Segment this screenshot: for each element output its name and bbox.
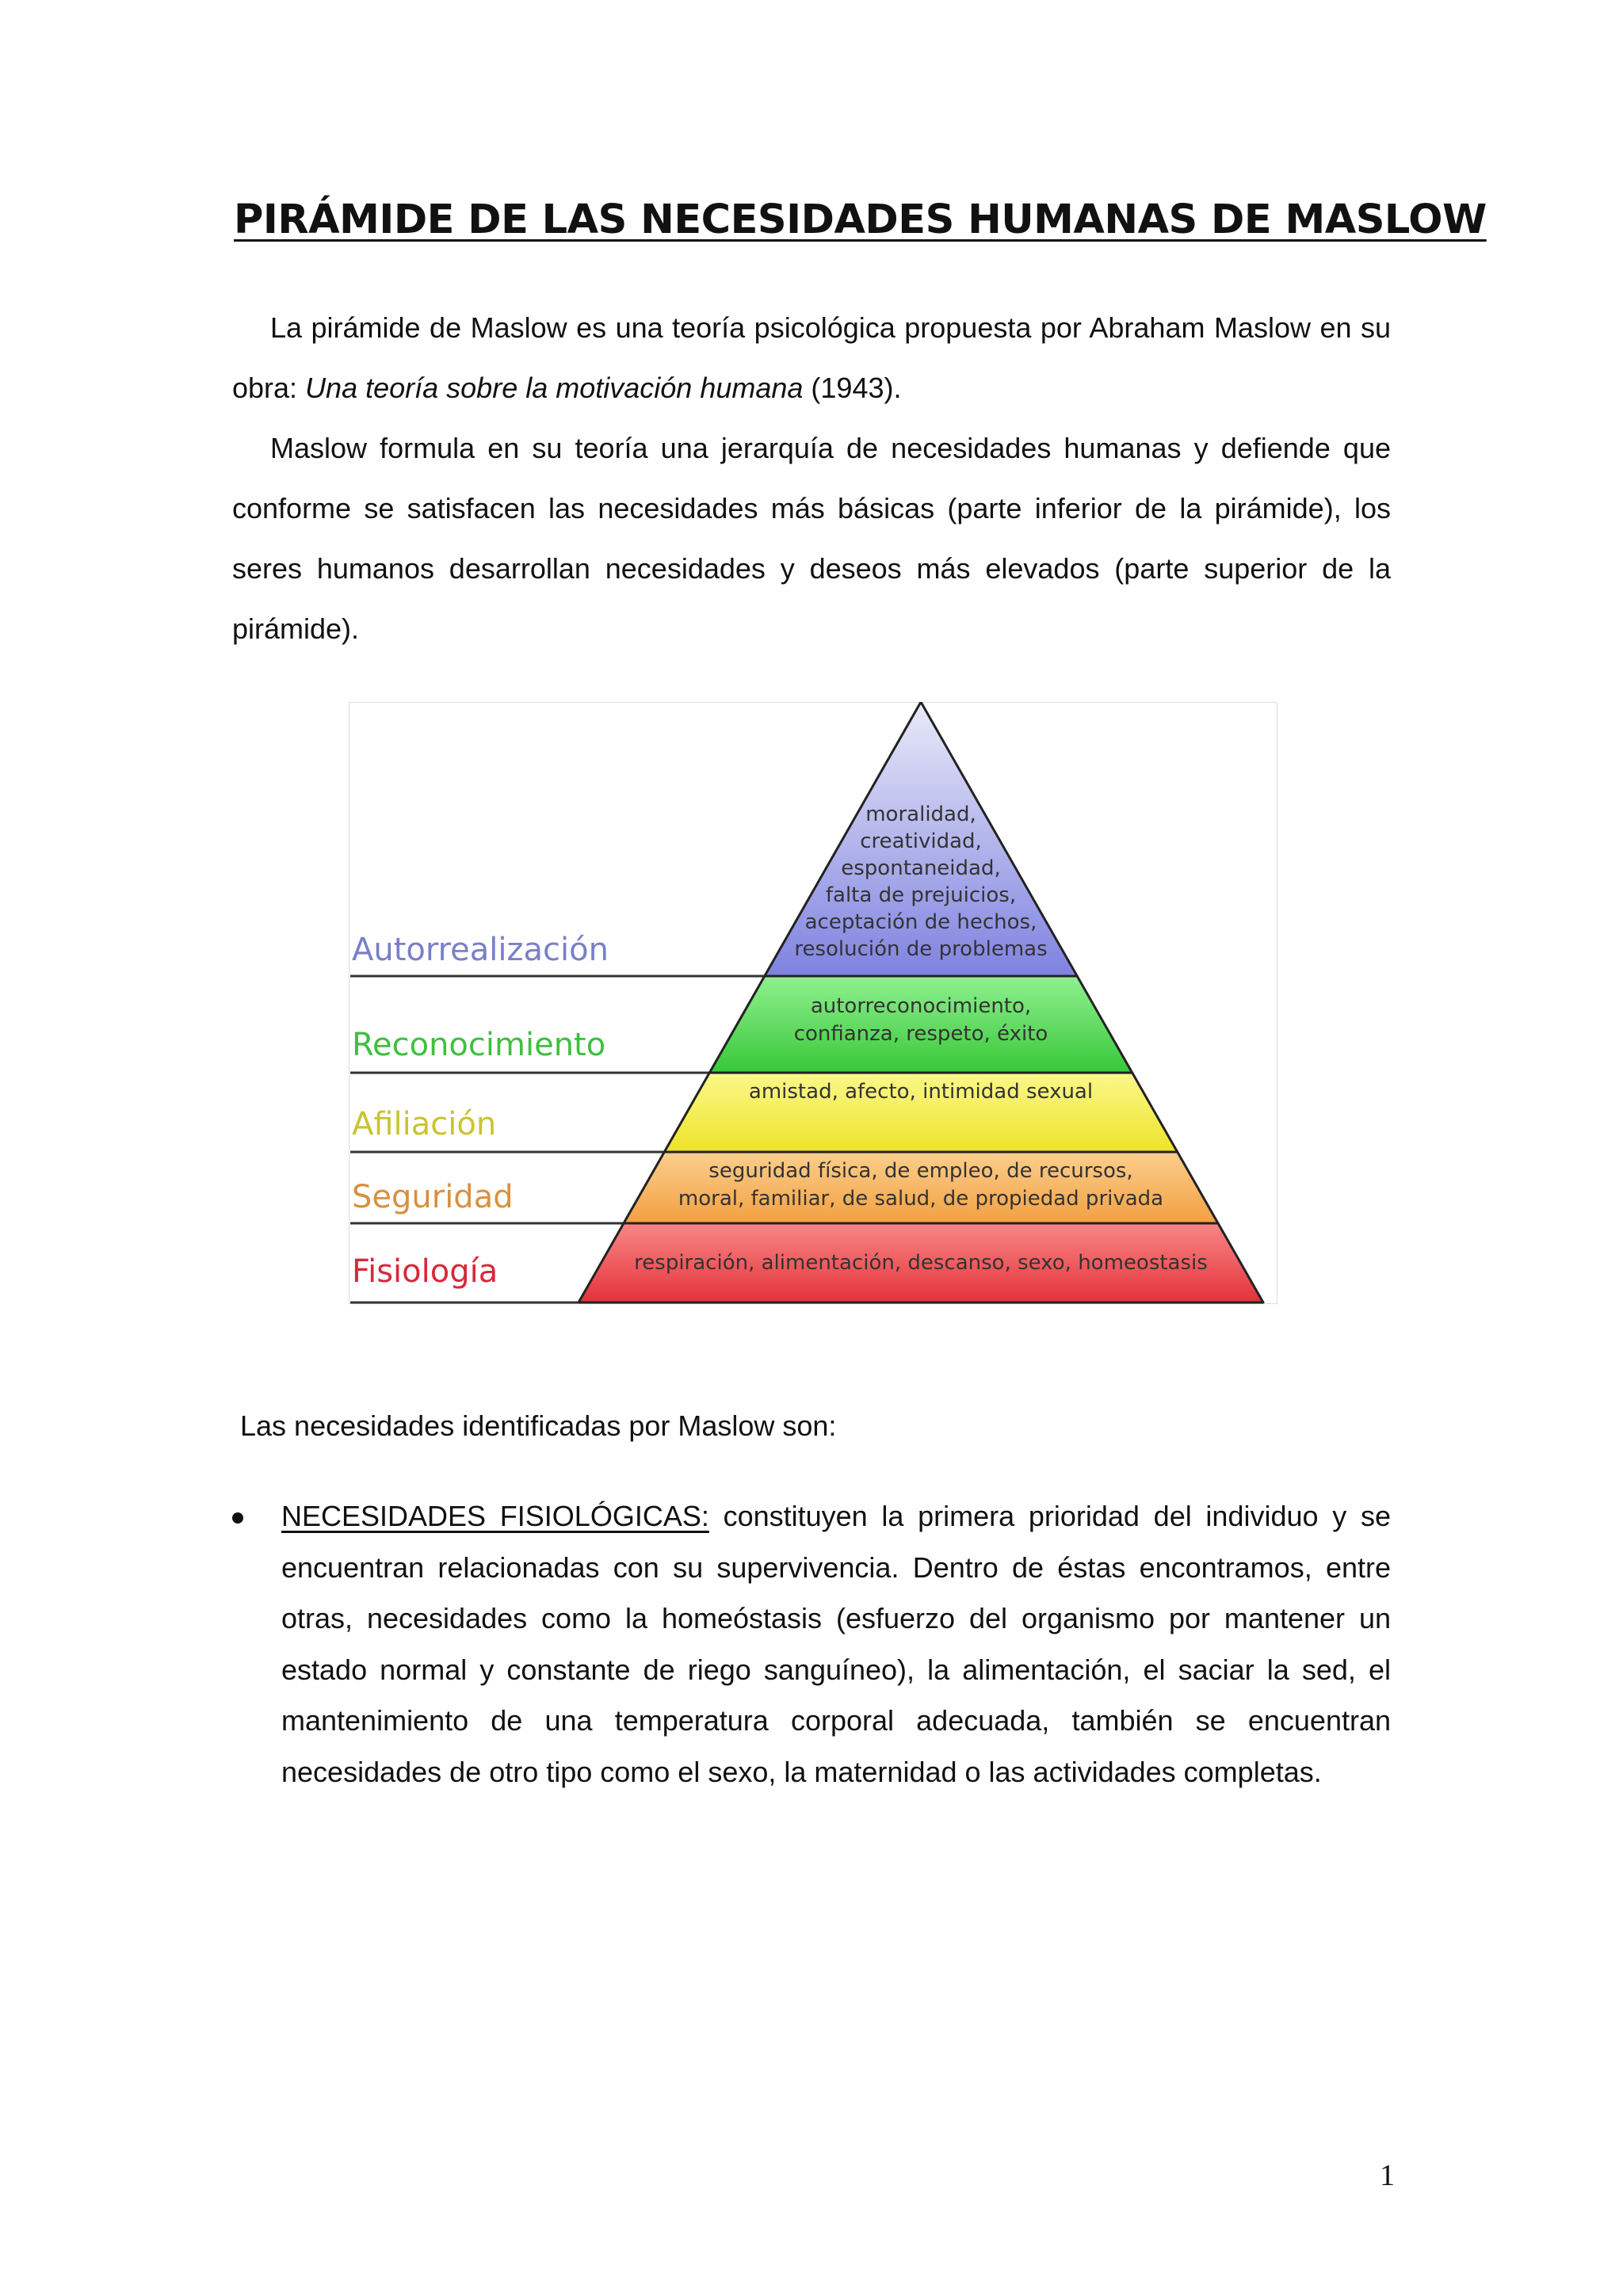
theory-paragraph: [232, 418, 1391, 659]
level-description: espontaneidad,: [841, 856, 1001, 880]
level-description: autorreconocimiento,: [810, 994, 1032, 1018]
bullet-heading: NECESIDADES FISIOLÓGICAS:: [281, 1500, 709, 1532]
paragraph-text-end: (1943).: [803, 372, 902, 404]
level-description: respiración, alimentación, descanso, sexo, homeostasis: [634, 1251, 1208, 1275]
level-label: Reconocimiento: [352, 1027, 606, 1063]
level-label: Afiliación: [352, 1106, 497, 1142]
bullet-body: constituyen la primera prioridad del individuo y se encuentran relacionadas con su supervivencia. Dentro de éstas encontramos, entre otras, necesidades como la homeóstasis (esfuerzo del organismo por mantener un estado normal y constante de riego sanguíneo), la alimentación, el saciar la sed, el mantenimiento de una temperatura corporal adecuada, también se encuentran necesidades de otro tipo como el sexo, la maternidad o las actividades completas.: [281, 1500, 1391, 1788]
level-description: seguridad física, de empleo, de recursos,: [708, 1159, 1133, 1183]
level-description: resolución de problemas: [794, 937, 1048, 961]
level-label: Autorrealización: [352, 932, 609, 968]
level-description: moralidad,: [865, 803, 976, 826]
page-number: 1: [1380, 2159, 1395, 2192]
maslow-pyramid-figure: [349, 702, 1277, 1304]
paragraph-text: Maslow formula en su teoría una jerarquía de necesidades humanas y defiende que conforme se satisfacen las necesidades más básicas (parte inferior de la pirámide), los seres humanos desarrollan necesidades y deseos más elevados (parte superior de la pirámide).: [232, 432, 1391, 645]
intro-paragraph: [232, 298, 1391, 418]
book-title: Una teoría sobre la motivación humana: [305, 372, 804, 404]
level-description: aceptación de hechos,: [804, 910, 1037, 934]
level-description: moral, familiar, de salud, de propiedad privada: [678, 1187, 1164, 1211]
page-title: PIRÁMIDE DE LAS NECESIDADES HUMANAS DE MASLOW: [234, 196, 1487, 243]
bullet-icon: [232, 1512, 243, 1524]
level-description: falta de prejuicios,: [825, 883, 1017, 907]
pyramid-diagram: [349, 702, 1277, 1304]
level-label: Seguridad: [352, 1179, 514, 1215]
needs-intro: Las necesidades identificadas por Maslow son:: [240, 1409, 837, 1442]
paragraph-text: La pirámide de Maslow es una teoría psicológica propuesta por Abraham Maslow en su obra:: [232, 311, 1391, 404]
level-label: Fisiología: [352, 1253, 498, 1290]
bullet-text: [281, 1491, 1391, 1798]
level-description: confianza, respeto, éxito: [793, 1022, 1048, 1046]
level-description: creatividad,: [860, 830, 982, 853]
level-description: amistad, afecto, intimidad sexual: [748, 1080, 1094, 1104]
